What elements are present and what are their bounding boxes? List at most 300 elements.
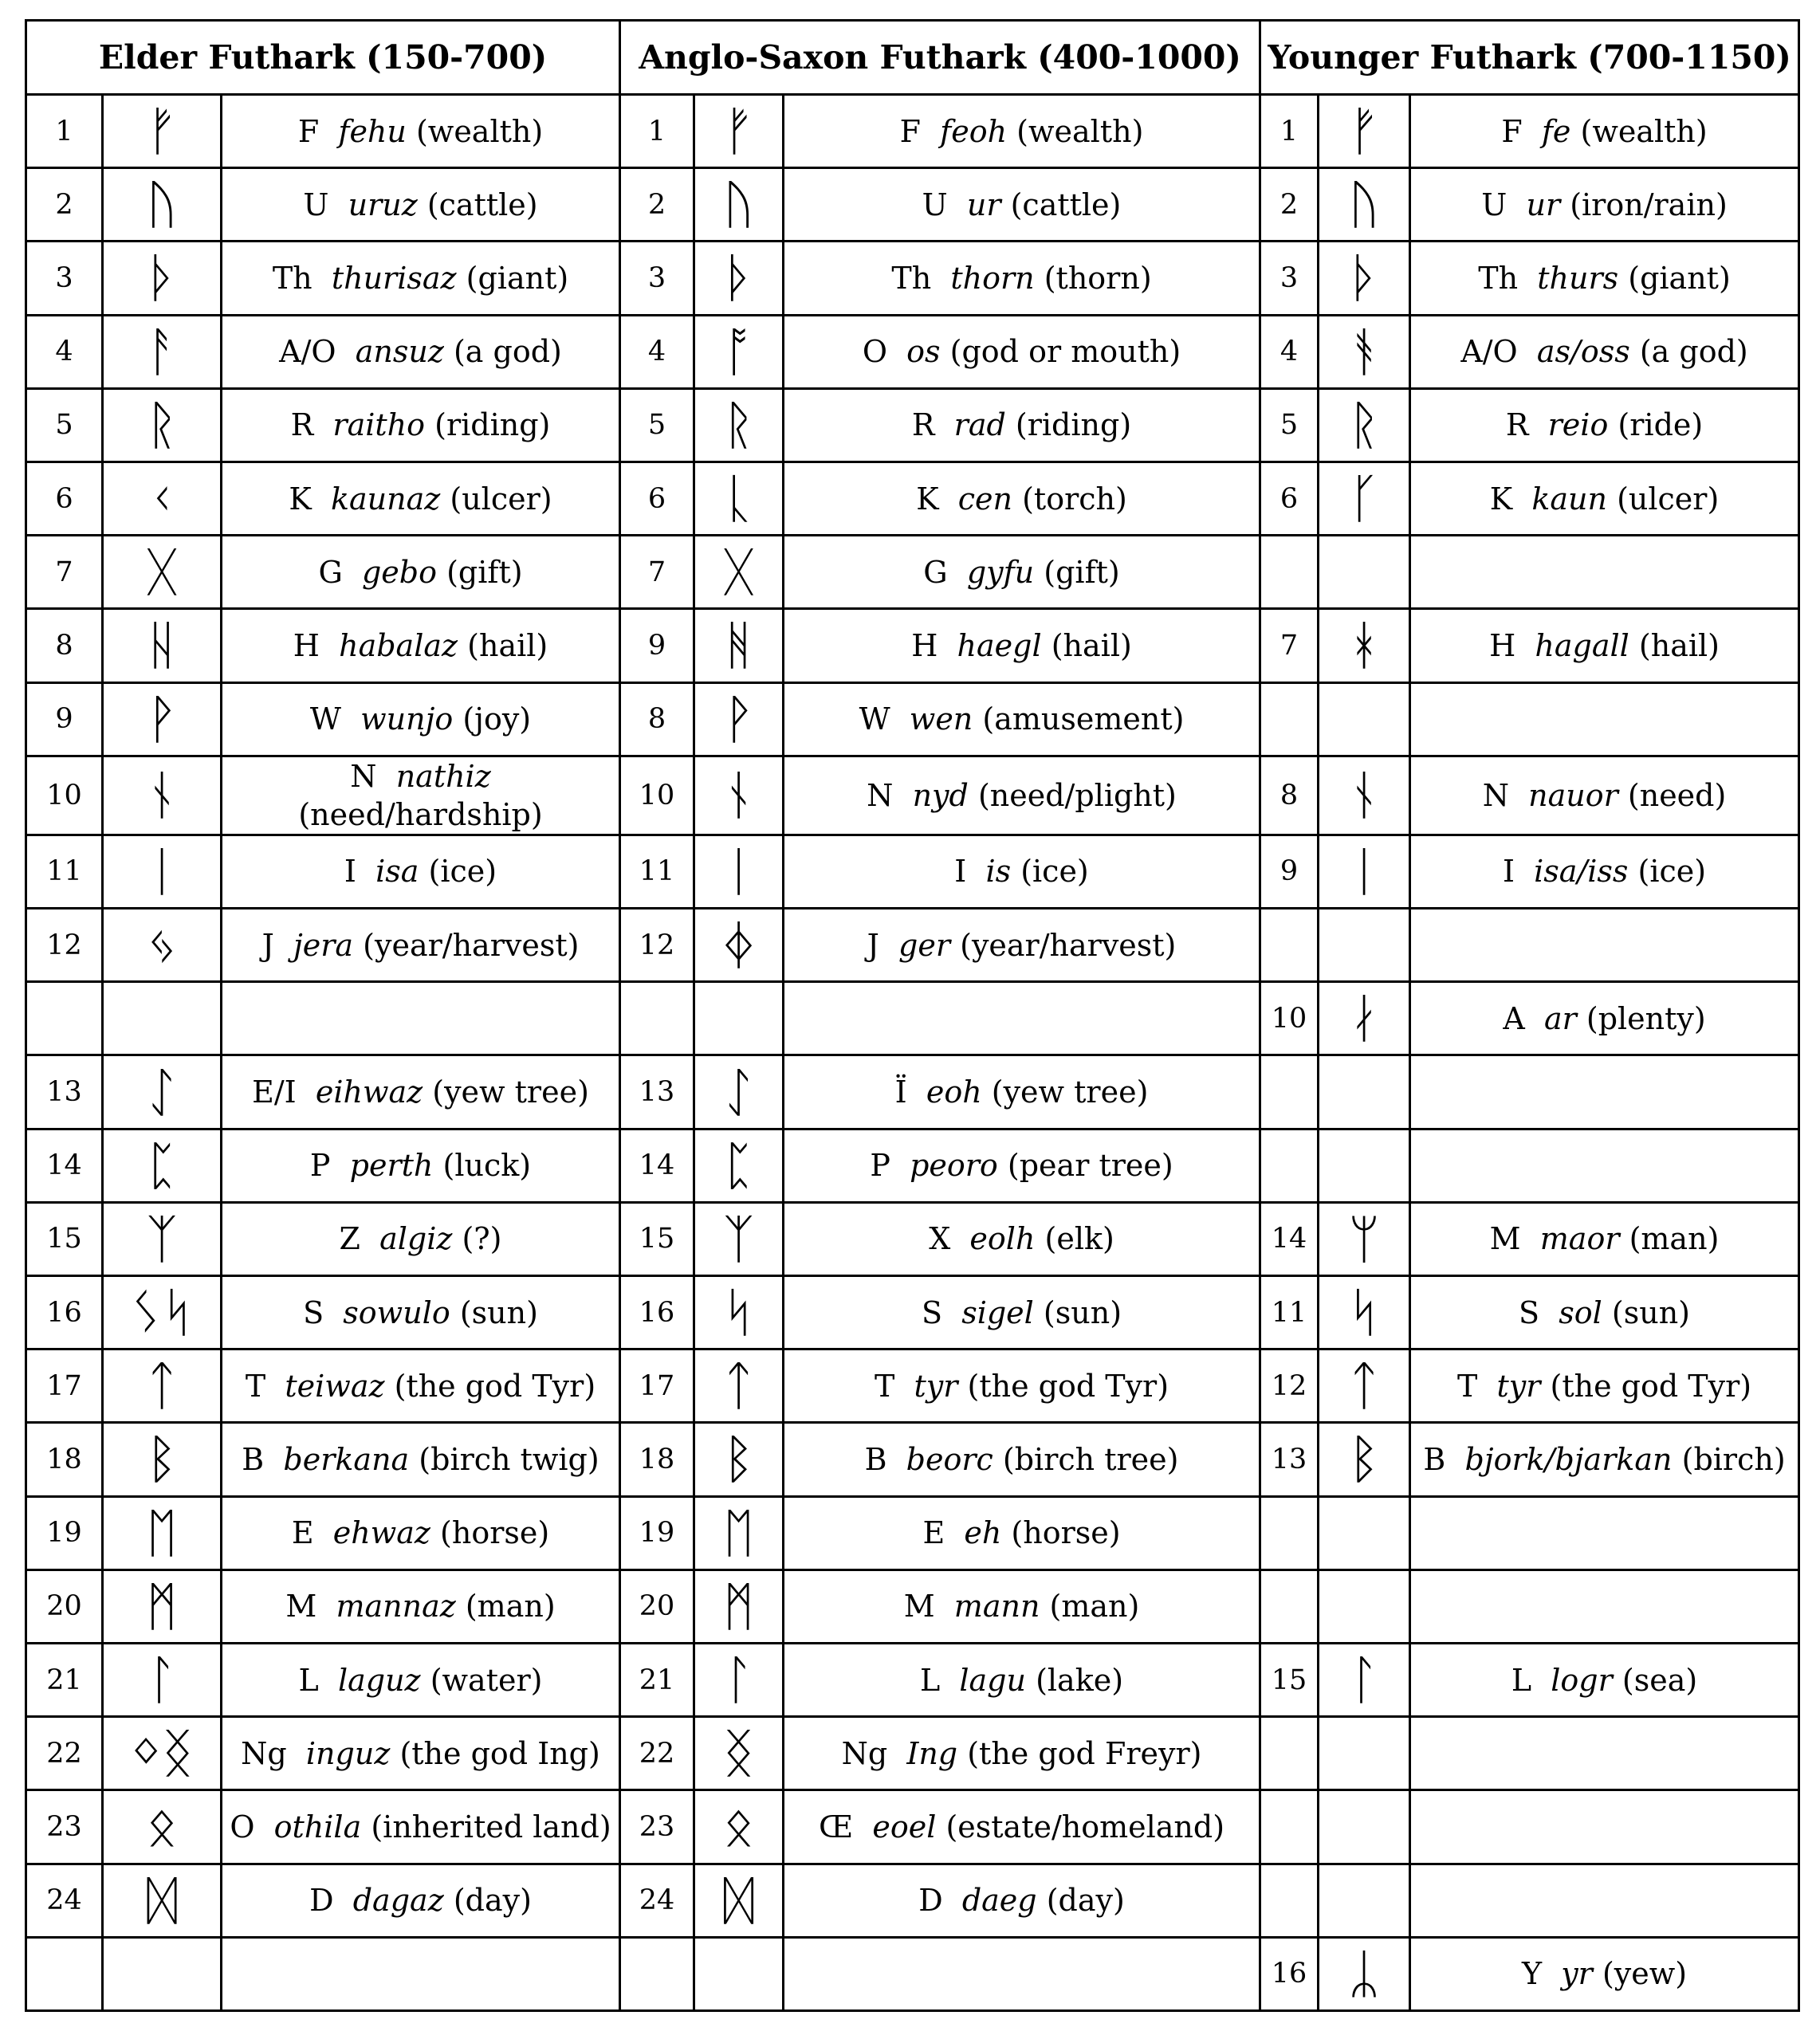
anglo-rune-cell [694, 462, 784, 535]
rune-name: logr [1551, 1662, 1613, 1698]
anglo-number-cell: 23 [620, 1790, 694, 1864]
anglo-rune-cell [694, 388, 784, 462]
rune-letter: Th [272, 260, 313, 296]
younger-number-cell [1260, 682, 1319, 756]
rune-name: beorc [906, 1441, 993, 1477]
elder-rune-cell [103, 1129, 222, 1202]
rune-meaning: (need/hardship) [298, 796, 543, 832]
rune-letter: S [1519, 1294, 1540, 1330]
rune-glyph-icon: ᛦ [1348, 1943, 1380, 2005]
anglo-number-cell: 2 [620, 168, 694, 242]
rune-meaning: (ride) [1618, 407, 1704, 443]
rune-letter: O [230, 1809, 255, 1844]
anglo-rune-cell [694, 1790, 784, 1864]
rune-name: habalaz [339, 627, 458, 663]
rune-meaning: (sun) [459, 1294, 538, 1330]
anglo-rune-cell [694, 682, 784, 756]
anglo-description-cell [784, 1276, 1260, 1349]
rune-glyph-icon: ᛁ [146, 840, 178, 902]
rune-name: ar [1543, 1000, 1577, 1036]
rune-meaning: (ulcer) [1617, 481, 1720, 517]
anglo-rune-cell [694, 1864, 784, 1937]
elder-rune-cell [103, 462, 222, 535]
table-row [26, 1496, 1799, 1569]
younger-rune-cell [1319, 1423, 1410, 1496]
younger-rune-cell [1319, 609, 1410, 682]
younger-rune-cell [1319, 315, 1410, 388]
rune-name: laguz [337, 1662, 421, 1698]
rune-name: ger [898, 927, 951, 963]
rune-letter: P [870, 1148, 890, 1184]
rune-name: teiwaz [285, 1368, 385, 1404]
younger-rune-cell [1319, 95, 1410, 168]
rune-letter: M [903, 1589, 935, 1624]
rune-meaning: (ice) [1020, 854, 1089, 890]
rune-name: isa [375, 854, 419, 890]
elder-number-cell: 12 [26, 909, 103, 982]
younger-rune-cell [1319, 982, 1410, 1055]
younger-description-cell [1410, 982, 1799, 1055]
rune-glyph-icon: ᛏ [722, 1355, 755, 1417]
younger-number-cell [1260, 1790, 1319, 1864]
rune-name: eh [964, 1515, 1002, 1551]
rune-name: Ing [906, 1735, 958, 1771]
rune-meaning: (hail) [1638, 627, 1720, 663]
rune-glyph-icon: ᛇ [722, 1061, 755, 1123]
table-row [26, 1129, 1799, 1202]
elder-number-cell: 5 [26, 388, 103, 462]
younger-description-cell [1410, 1276, 1799, 1349]
rune-meaning: (man) [1049, 1589, 1140, 1624]
table-row [26, 1937, 1799, 2010]
rune-meaning: (giant) [1628, 260, 1731, 296]
younger-rune-cell [1319, 536, 1410, 609]
elder-description-cell [222, 835, 620, 908]
rune-name: nyd [912, 777, 969, 813]
anglo-number-cell: 14 [620, 1129, 694, 1202]
rune-name: tyr [914, 1368, 958, 1404]
rune-glyph-icon: ᚺ [146, 615, 178, 677]
anglo-rune-cell [694, 1643, 784, 1716]
rune-glyph-icon: ᛋ [1348, 1282, 1380, 1344]
rune-glyph-icon: ᛜᛝ [130, 1723, 194, 1785]
rune-name: gyfu [966, 554, 1035, 590]
rune-glyph-icon: ᚹ [146, 688, 178, 750]
table-row [26, 315, 1799, 388]
elder-number-cell: 8 [26, 609, 103, 682]
younger-rune-cell [1319, 1790, 1410, 1864]
rune-name: ansuz [355, 334, 444, 370]
rune-meaning: (ulcer) [450, 481, 552, 517]
younger-description-cell [1410, 168, 1799, 242]
rune-name: cen [957, 481, 1012, 517]
rune-glyph-icon: ᚱ [146, 394, 178, 456]
elder-description-cell [222, 1937, 620, 2010]
rune-meaning: (cattle) [427, 187, 538, 222]
rune-glyph-icon: ᛏ [146, 1355, 178, 1417]
rune-glyph-icon: ᚦ [1348, 247, 1380, 309]
table-row [26, 609, 1799, 682]
rune-meaning: (wealth) [415, 113, 544, 149]
anglo-rune-cell [694, 315, 784, 388]
younger-description-cell [1410, 462, 1799, 535]
rune-glyph-icon: ᚦ [722, 247, 755, 309]
rune-glyph-icon: ᛅ [1348, 988, 1380, 1050]
rune-glyph-icon: ᛞ [146, 1869, 178, 1931]
rune-glyph-icon: ᚢ [722, 174, 755, 236]
rune-name: nathiz [395, 758, 491, 794]
elder-rune-cell [103, 315, 222, 388]
table-row [26, 1349, 1799, 1423]
younger-rune-cell [1319, 242, 1410, 315]
younger-number-cell [1260, 1569, 1319, 1643]
rune-name: as/oss [1536, 334, 1630, 370]
younger-number-cell: 14 [1260, 1202, 1319, 1275]
rune-glyph-icon: ᚱ [1348, 394, 1380, 456]
rune-meaning: (the god Freyr) [967, 1735, 1202, 1771]
younger-number-cell: 15 [1260, 1643, 1319, 1716]
elder-description-cell [222, 1423, 620, 1496]
anglo-description-cell [784, 315, 1260, 388]
rune-letter: X [929, 1221, 951, 1257]
elder-rune-cell [103, 1717, 222, 1790]
rune-name: isa/iss [1534, 854, 1629, 890]
elder-rune-cell [103, 982, 222, 1055]
anglo-number-cell: 20 [620, 1569, 694, 1643]
elder-number-cell: 13 [26, 1055, 103, 1129]
elder-rune-cell [103, 242, 222, 315]
rune-glyph-icon: ᚻ [722, 615, 755, 677]
elder-number-cell: 11 [26, 835, 103, 908]
rune-name: wunjo [360, 701, 454, 737]
table-row [26, 1717, 1799, 1790]
rune-name: mann [953, 1589, 1040, 1624]
younger-description-cell [1410, 315, 1799, 388]
rune-glyph-icon: ᚠ [146, 100, 178, 163]
table-row [26, 1864, 1799, 1937]
anglo-number-cell: 21 [620, 1643, 694, 1716]
rune-meaning: (yew tree) [432, 1074, 589, 1110]
younger-description-cell [1410, 1937, 1799, 2010]
rune-letter: T [874, 1368, 895, 1404]
rune-glyph-icon: ᛖ [722, 1502, 755, 1564]
younger-number-cell: 12 [1260, 1349, 1319, 1423]
table-row [26, 462, 1799, 535]
rune-meaning: (need/plight) [977, 777, 1177, 813]
futhark-table [25, 19, 1800, 2012]
anglo-rune-cell [694, 1496, 784, 1569]
rune-letter: M [1489, 1221, 1521, 1257]
elder-rune-cell [103, 388, 222, 462]
anglo-rune-cell [694, 95, 784, 168]
elder-description-cell [222, 1055, 620, 1129]
younger-description-cell [1410, 1717, 1799, 1790]
younger-rune-cell [1319, 1937, 1410, 2010]
rune-letter: U [1481, 187, 1507, 222]
younger-description-cell [1410, 682, 1799, 756]
rune-meaning: (the god Tyr) [394, 1368, 596, 1404]
anglo-description-cell [784, 1129, 1260, 1202]
anglo-number-cell: 8 [620, 682, 694, 756]
younger-description-cell [1410, 388, 1799, 462]
rune-meaning: (man) [465, 1589, 556, 1624]
anglo-rune-cell [694, 168, 784, 242]
elder-number-cell: 3 [26, 242, 103, 315]
elder-number-cell: 9 [26, 682, 103, 756]
rune-glyph-icon: ᚢ [1348, 174, 1380, 236]
younger-number-cell: 3 [1260, 242, 1319, 315]
anglo-number-cell: 11 [620, 835, 694, 908]
rune-name: yr [1561, 1956, 1593, 1992]
elder-description-cell [222, 1569, 620, 1643]
elder-description-cell [222, 1864, 620, 1937]
elder-number-cell: 6 [26, 462, 103, 535]
rune-letter: Z [339, 1221, 360, 1257]
anglo-rune-cell [694, 1423, 784, 1496]
rune-name: nauor [1528, 777, 1618, 813]
elder-description-cell [222, 682, 620, 756]
anglo-number-cell [620, 1937, 694, 2010]
rune-glyph-icon: ᚼ [1348, 615, 1380, 677]
rune-letter: Th [1478, 260, 1519, 296]
rune-letter: A/O [1460, 334, 1518, 370]
elder-number-cell: 24 [26, 1864, 103, 1937]
rune-name: ur [1526, 187, 1561, 222]
rune-meaning: (amusement) [982, 701, 1185, 737]
rune-name: daeg [961, 1883, 1037, 1919]
rune-letter: F [899, 113, 921, 149]
rune-meaning: (torch) [1022, 481, 1127, 517]
elder-number-cell: 23 [26, 1790, 103, 1864]
anglo-number-cell: 6 [620, 462, 694, 535]
rune-meaning: (inherited land) [371, 1809, 611, 1844]
table-row [26, 95, 1799, 168]
younger-rune-cell [1319, 1864, 1410, 1937]
younger-rune-cell [1319, 682, 1410, 756]
rune-glyph-icon: ᛇ [146, 1061, 178, 1123]
rune-letter: R [1505, 407, 1529, 443]
rune-letter: U [303, 187, 329, 222]
table-row [26, 168, 1799, 242]
rune-meaning: (water) [430, 1662, 543, 1698]
rune-glyph-icon: ᛊᛋ [130, 1282, 194, 1344]
table-row [26, 909, 1799, 982]
elder-description-cell [222, 462, 620, 535]
elder-description-cell [222, 315, 620, 388]
elder-rune-cell [103, 1790, 222, 1864]
rune-name: gebo [361, 554, 437, 590]
rune-letter: N [867, 777, 894, 813]
rune-letter: W [859, 701, 890, 737]
rune-letter: A [1503, 1000, 1525, 1036]
rune-name: wen [909, 701, 973, 737]
rune-name: maor [1539, 1221, 1620, 1257]
anglo-description-cell [784, 1569, 1260, 1643]
rune-glyph-icon: ᚠ [722, 100, 755, 163]
table-row [26, 1276, 1799, 1349]
anglo-rune-cell [694, 982, 784, 1055]
elder-description-cell [222, 1349, 620, 1423]
header-row [26, 21, 1799, 95]
rune-name: is [985, 854, 1012, 890]
rune-name: kaunaz [330, 481, 441, 517]
anglo-description-cell [784, 1055, 1260, 1129]
rune-glyph-icon: ᛄ [722, 914, 755, 976]
younger-number-cell: 16 [1260, 1937, 1319, 2010]
younger-rune-cell [1319, 1496, 1410, 1569]
younger-number-cell: 10 [1260, 982, 1319, 1055]
rune-meaning: (iron/rain) [1570, 187, 1728, 222]
younger-rune-cell [1319, 168, 1410, 242]
rune-meaning: (gift) [446, 554, 523, 590]
elder-description-cell [222, 756, 620, 835]
table-row [26, 1790, 1799, 1864]
elder-rune-cell [103, 835, 222, 908]
younger-description-cell [1410, 1790, 1799, 1864]
rune-letter: M [285, 1589, 317, 1624]
younger-rune-cell [1319, 1129, 1410, 1202]
rune-glyph-icon: ᛉ [722, 1208, 755, 1270]
rune-name: ehwaz [332, 1515, 430, 1551]
elder-description-cell [222, 536, 620, 609]
anglo-rune-cell [694, 835, 784, 908]
elder-rune-cell [103, 95, 222, 168]
anglo-description-cell [784, 1202, 1260, 1275]
rune-letter: L [919, 1662, 941, 1698]
table-row [26, 388, 1799, 462]
anglo-rune-cell [694, 1349, 784, 1423]
anglo-description-cell [784, 1937, 1260, 2010]
rune-glyph-icon: ᚱ [722, 394, 755, 456]
rune-name: feoh [940, 113, 1008, 149]
rune-glyph-icon: ᛘ [1348, 1208, 1380, 1270]
anglo-number-cell: 12 [620, 909, 694, 982]
younger-number-cell: 4 [1260, 315, 1319, 388]
elder-description-cell [222, 1717, 620, 1790]
elder-description-cell [222, 1276, 620, 1349]
younger-number-cell [1260, 909, 1319, 982]
anglo-description-cell [784, 168, 1260, 242]
rune-name: sowulo [343, 1294, 450, 1330]
rune-meaning: (estate/homeland) [945, 1809, 1225, 1844]
anglo-number-cell: 24 [620, 1864, 694, 1937]
rune-letter: H [911, 627, 938, 663]
rune-letter: W [309, 701, 341, 737]
anglo-number-cell: 9 [620, 609, 694, 682]
elder-number-cell: 15 [26, 1202, 103, 1275]
younger-rune-cell [1319, 388, 1410, 462]
rune-glyph-icon: ᚳ [722, 468, 755, 530]
rune-name: othila [273, 1809, 362, 1844]
rune-name: berkana [283, 1441, 410, 1477]
younger-description-cell [1410, 95, 1799, 168]
table-row [26, 982, 1799, 1055]
rune-letter: D [918, 1883, 943, 1919]
rune-name: algiz [379, 1221, 453, 1257]
rune-meaning: (yew tree) [991, 1074, 1149, 1110]
anglo-description-cell [784, 1717, 1260, 1790]
rune-meaning: (sea) [1621, 1662, 1698, 1698]
header-younger: Younger Futhark (700-1150) [1260, 21, 1799, 95]
rune-letter: F [1501, 113, 1523, 149]
elder-description-cell [222, 242, 620, 315]
younger-rune-cell [1319, 1202, 1410, 1275]
rune-glyph-icon: ᛃ [146, 914, 178, 976]
rune-glyph-icon: ᚩ [722, 320, 755, 383]
younger-description-cell [1410, 1129, 1799, 1202]
rune-meaning: (god or mouth) [949, 334, 1181, 370]
elder-rune-cell [103, 1569, 222, 1643]
anglo-rune-cell [694, 536, 784, 609]
younger-description-cell [1410, 1643, 1799, 1716]
younger-description-cell [1410, 1864, 1799, 1937]
rune-meaning: (year/harvest) [363, 927, 580, 963]
rune-glyph-icon: ᚾ [722, 764, 755, 827]
elder-description-cell [222, 1129, 620, 1202]
rune-meaning: (luck) [442, 1148, 532, 1184]
rune-meaning: (riding) [434, 407, 551, 443]
rune-name: sigel [961, 1294, 1034, 1330]
rune-letter: B [1423, 1441, 1446, 1477]
anglo-description-cell [784, 1496, 1260, 1569]
rune-glyph-icon: ᛋ [722, 1282, 755, 1344]
rune-meaning: (thorn) [1044, 260, 1152, 296]
rune-letter: I [344, 854, 356, 890]
rune-glyph-icon: ᛟ [722, 1796, 755, 1858]
younger-rune-cell [1319, 756, 1410, 835]
rune-glyph-icon: ᚠ [1348, 100, 1380, 163]
anglo-rune-cell [694, 1717, 784, 1790]
anglo-number-cell: 22 [620, 1717, 694, 1790]
rune-name: os [906, 334, 941, 370]
elder-rune-cell [103, 609, 222, 682]
rune-name: thurisaz [331, 260, 457, 296]
elder-rune-cell [103, 1937, 222, 2010]
rune-name: tyr [1496, 1368, 1541, 1404]
rune-name: peoro [910, 1148, 998, 1184]
rune-meaning: (a god) [1639, 334, 1748, 370]
rune-meaning: (the god Tyr) [1550, 1368, 1752, 1404]
anglo-description-cell [784, 1349, 1260, 1423]
rune-name: inguz [305, 1735, 391, 1771]
younger-number-cell: 6 [1260, 462, 1319, 535]
anglo-number-cell [620, 982, 694, 1055]
elder-description-cell [222, 982, 620, 1055]
elder-number-cell: 21 [26, 1643, 103, 1716]
elder-description-cell [222, 1202, 620, 1275]
anglo-number-cell: 10 [620, 756, 694, 835]
rune-name: mannaz [336, 1589, 456, 1624]
rune-glyph-icon: ᛈ [722, 1134, 755, 1196]
table-row [26, 1569, 1799, 1643]
anglo-rune-cell [694, 1202, 784, 1275]
rune-name: uruz [348, 187, 418, 222]
rune-name: eoel [872, 1809, 937, 1844]
anglo-description-cell [784, 909, 1260, 982]
rune-letter: T [1456, 1368, 1478, 1404]
anglo-description-cell [784, 835, 1260, 908]
elder-description-cell [222, 168, 620, 242]
rune-name: eolh [969, 1221, 1036, 1257]
rune-meaning: (hail) [467, 627, 548, 663]
elder-number-cell: 20 [26, 1569, 103, 1643]
rune-letter: O [862, 334, 887, 370]
rune-glyph-icon: ᛗ [146, 1575, 178, 1637]
anglo-rune-cell [694, 609, 784, 682]
anglo-number-cell: 4 [620, 315, 694, 388]
rune-meaning: (horse) [1011, 1515, 1121, 1551]
elder-rune-cell [103, 536, 222, 609]
